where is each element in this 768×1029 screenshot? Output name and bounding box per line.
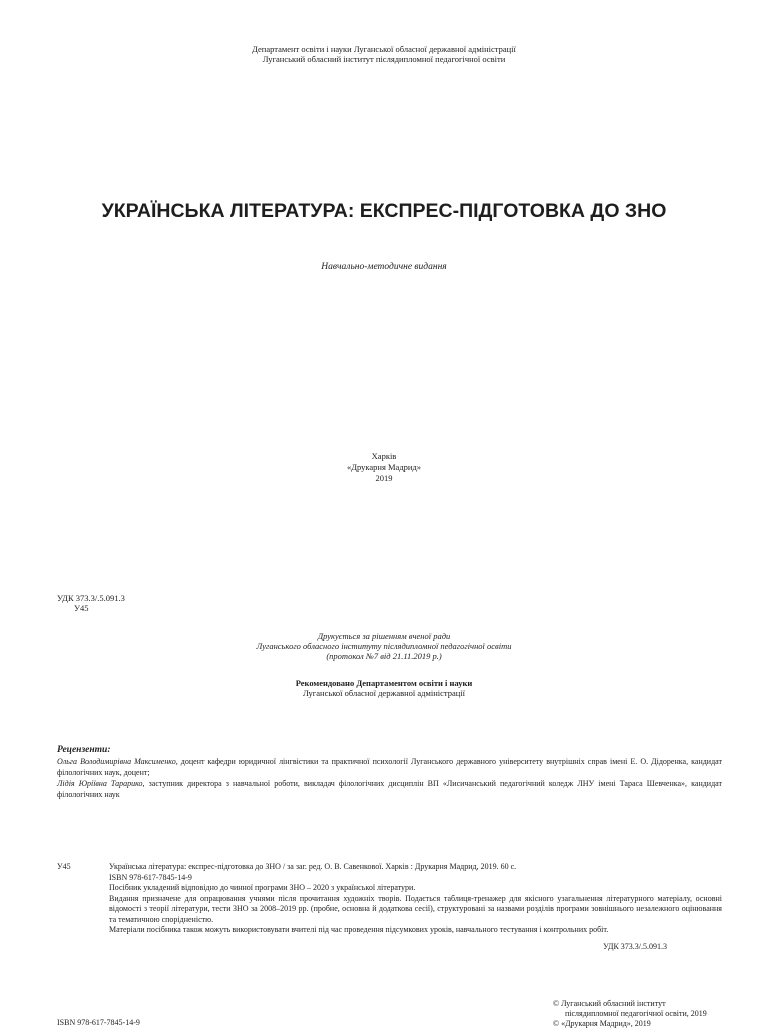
author-code-top: У45 [74,603,89,613]
catalog-card [57,862,722,952]
imprint-city: Харків [371,451,397,461]
catalog-paragraph-2: Видання призначене для опрацювання учнями після прочитання художніх творів. Подається таблиця-тренажер для якісного узагальнення літературного матеріалу, основні відомості з теорії літератури, тести ЗНО за 2008–2019 рр. (пробне, основна й додаткова сесії), структуровані за назвами розділів програми зовнішнього незалежного оцінювання та тематичною спорідненістю. [109,893,722,924]
approval-line-2: Луганського обласного інституту післядипломної педагогічної освіти [256,641,512,651]
reviewer-1-description: , доцент кафедри юридичної лінгвістики та практичної психології Луганського державного університету внутрішніх справ імені Е. О. Дідоренка, кандидат філологічних наук, доцент; [57,757,722,777]
reviewer-1-name: Ольга Володимирівна Максименко [57,757,176,766]
imprint-publisher: «Друкарня Мадрид» [346,462,422,472]
catalog-udc: УДК 373.3/.5.091.3 [603,941,667,951]
page-title: УКРАЇНСЬКА ЛІТЕРАТУРА: ЕКСПРЕС-ПІДГОТОВКА ДО ЗНО [101,200,667,222]
imprint-year: 2019 [375,473,393,483]
catalog-bibliographic-line: Українська література: експрес-підготовка до ЗНО / за заг. ред. О. В. Савенкової. Харків : Друкарня Мадрид, 2019. 60 с. [109,862,517,871]
reviewers-heading: Рецензенти: [57,745,111,755]
catalog-paragraph-1: Посібник укладений відповідно до чинної програми ЗНО – 2020 з української літератури. [109,883,416,892]
approval-line-1: Друкується за рішенням вченої ради [317,631,451,641]
reviewer-2-description: , заступник директора з навчальної роботи, викладач філологічних дисциплін ВП «Лисичанський педагогічний коледж ЛНУ імені Тараса Шевченка», кандидат філологічних наук [57,779,722,799]
reviewers-block [57,745,722,800]
reviewer-2 [57,778,722,800]
reviewer-1 [57,756,722,778]
header-institute: Луганський обласний інститут післядипломної педагогічної освіти [262,54,506,64]
catalog-code: У45 [57,862,71,871]
catalog-paragraph-3: Матеріали посібника також можуть використовувати вчителі під час проведення підсумкових уроків, навчального тестування і контрольних робіт. [109,925,609,934]
copyright-2: © «Друкарня Мадрид», 2019 [553,1019,651,1028]
catalog-isbn: ISBN 978-617-7845-14-9 [109,872,192,882]
recommended-line-2: Луганської обласної державної адміністрації [302,688,466,698]
isbn-bottom: ISBN 978-617-7845-14-9 [57,1018,140,1027]
recommended-block [0,678,768,698]
copyright-1-line-2: післядипломної педагогічної освіти, 2019 [565,1009,707,1018]
header-block [0,44,768,64]
udc-top: УДК 373.3/.5.091.3 [57,593,125,603]
header-department: Департамент освіти і науки Луганської обласної державної адміністрації [252,44,516,54]
approval-block [0,631,768,661]
approval-line-3: (протокол №7 від 21.11.2019 р.) [326,651,442,661]
copyright-block [553,999,763,1029]
udc-top-block [57,593,125,613]
imprint-block [0,451,768,484]
recommended-line-1: Рекомендовано Департаментом освіти і науки [295,678,473,688]
reviewer-2-name: Лідія Юріївна Тарарико [57,779,143,788]
copyright-1-line-1: © Луганський обласний інститут [553,999,666,1008]
page-subtitle: Навчально-методичне видання [321,262,447,272]
